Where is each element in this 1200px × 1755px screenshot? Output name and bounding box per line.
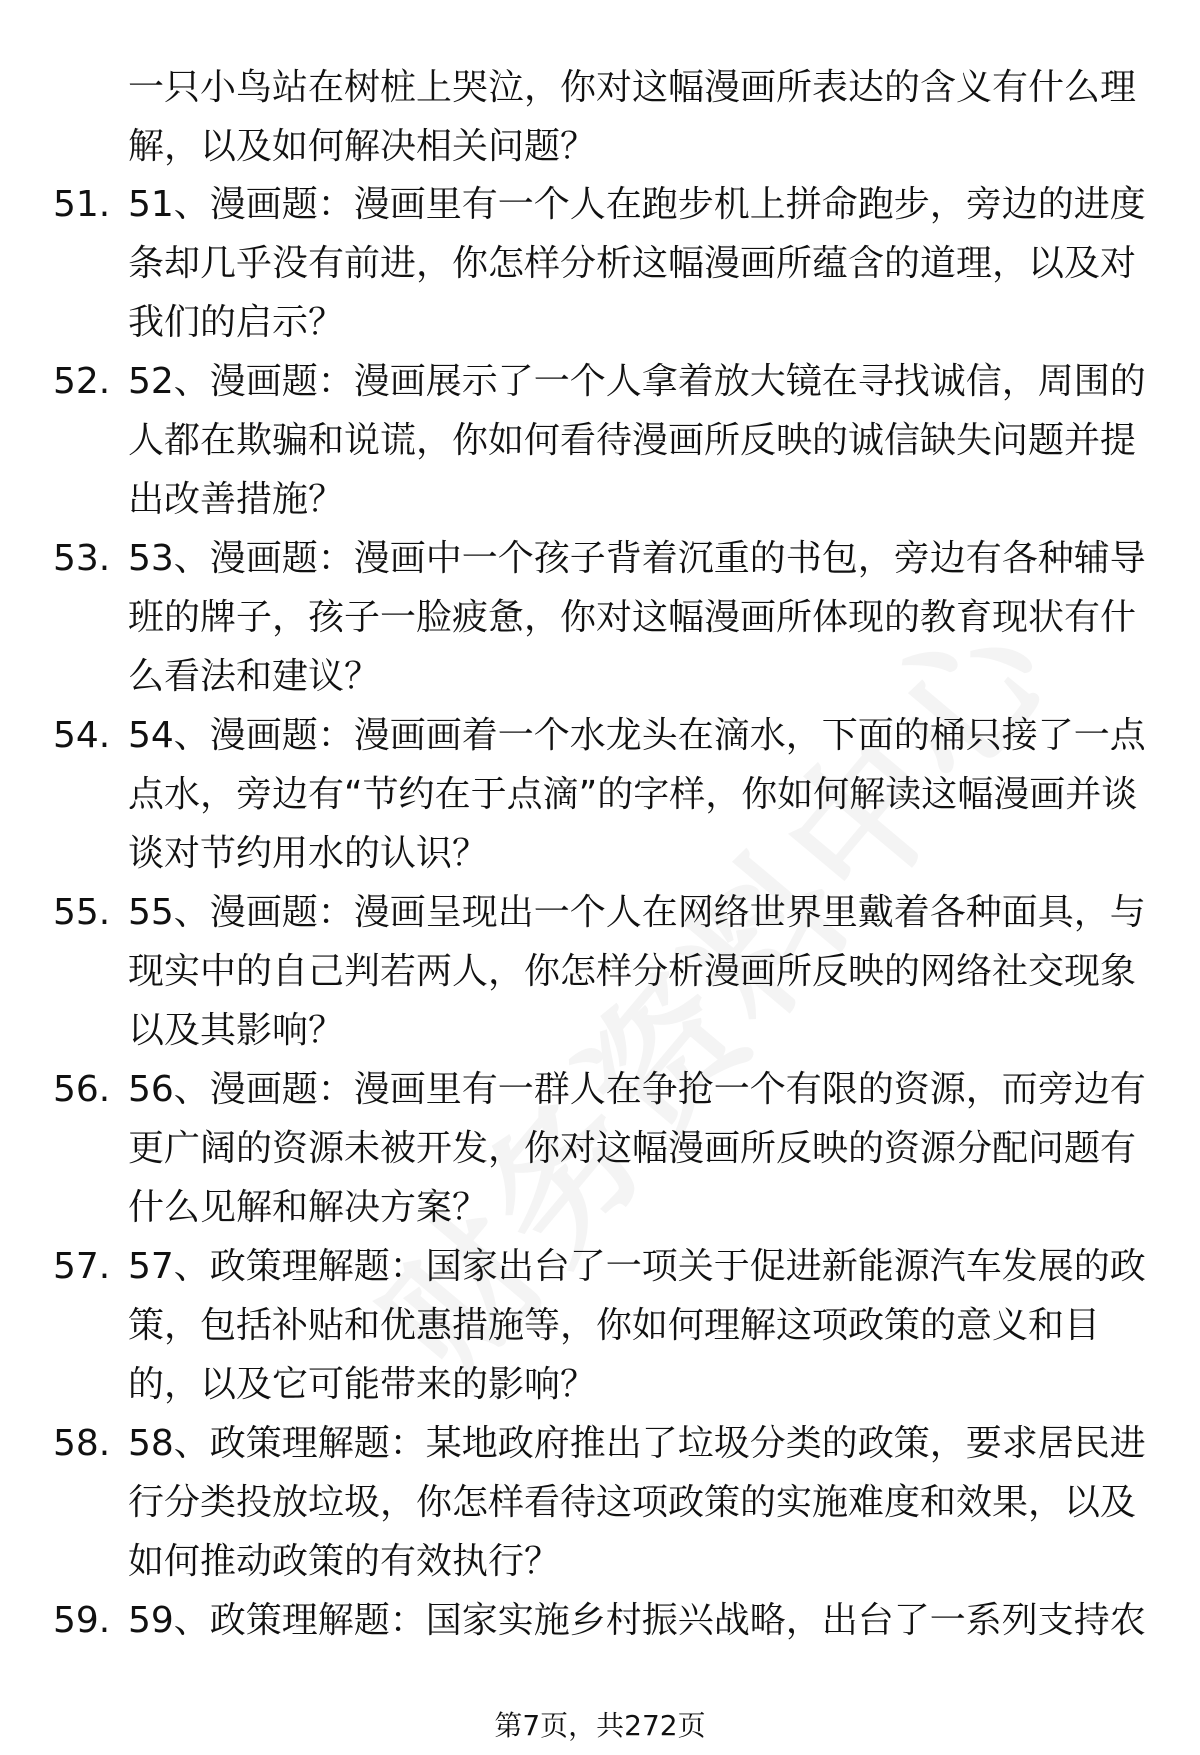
item-text: 54、漫画题：漫画画着一个水龙头在滴水，下面的桶只接了一点点水，旁边有“节约在于点滴”的字样，你如何解读这幅漫画并谈谈对节约用水的认识？ xyxy=(128,715,1146,874)
item-number: 59. xyxy=(53,1600,111,1641)
item-text: 51、漫画题：漫画里有一个人在跑步机上拼命跑步，旁边的进度条却几乎没有前进，你怎样分析这幅漫画所蕴含的道理，以及对我们的启示？ xyxy=(128,184,1146,343)
item-text: 57、政策理解题：国家出台了一项关于促进新能源汽车发展的政策，包括补贴和优惠措施等，你如何理解这项政策的意义和目的，以及它可能带来的影响？ xyxy=(128,1246,1146,1405)
item-text: 53、漫画题：漫画中一个孩子背着沉重的书包，旁边有各种辅导班的牌子，孩子一脸疲惫，你对这幅漫画所体现的教育现状有什么看法和建议？ xyxy=(128,538,1146,697)
item-number: 54. xyxy=(53,715,111,756)
item-number: 51. xyxy=(53,184,111,225)
page-footer: 第7页，共272页 xyxy=(494,1709,706,1742)
item-number: 53. xyxy=(53,538,111,579)
item-text: 52、漫画题：漫画展示了一个人拿着放大镜在寻找诚信，周围的人都在欺骗和说谎，你如何看待漫画所反映的诚信缺失问题并提出改善措施？ xyxy=(128,361,1146,520)
item-text: 58、政策理解题：某地政府推出了垃圾分类的政策，要求居民进行分类投放垃圾，你怎样看待这项政策的实施难度和效果，以及如何推动政策的有效执行？ xyxy=(128,1423,1146,1582)
item-number: 58. xyxy=(53,1423,111,1464)
item-text: 56、漫画题：漫画里有一群人在争抢一个有限的资源，而旁边有更广阔的资源未被开发，你对这幅漫画所反映的资源分配问题有什么见解和解决方案？ xyxy=(128,1069,1146,1228)
item-text: 59、政策理解题：国家实施乡村振兴战略，出台了一系列支持农 xyxy=(128,1600,1146,1641)
continuation-text: 一只小鸟站在树桩上哭泣，你对这幅漫画所表达的含义有什么理解，以及如何解决相关问题？ xyxy=(128,67,1137,167)
item-text: 55、漫画题：漫画呈现出一个人在网络世界里戴着各种面具，与现实中的自己判若两人，你怎样分析漫画所反映的网络社交现象以及其影响？ xyxy=(128,892,1146,1051)
item-number: 52. xyxy=(53,361,111,402)
item-number: 57. xyxy=(53,1246,111,1287)
item-number: 56. xyxy=(53,1069,111,1110)
item-number: 55. xyxy=(53,892,111,933)
